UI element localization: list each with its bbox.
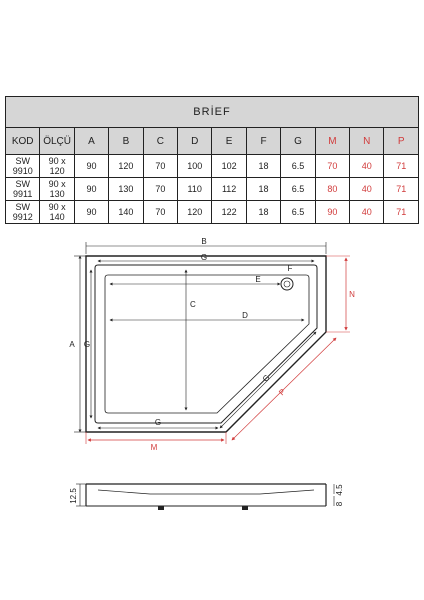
cell-f: 18 <box>246 201 280 224</box>
table-row <box>6 201 419 224</box>
cell-a: 90 <box>74 201 108 224</box>
profile-dim-left: 12.5 <box>69 488 78 504</box>
cell-g: 6.5 <box>281 201 315 224</box>
header-p: P <box>384 128 419 155</box>
header-d: D <box>178 128 212 155</box>
cell-p: 71 <box>384 201 419 224</box>
tray-plan-drawing <box>0 232 424 464</box>
drain-icon <box>281 278 293 290</box>
cell-d: 100 <box>178 155 212 178</box>
label-d: D <box>242 311 248 320</box>
header-c: C <box>143 128 177 155</box>
cell-m: 70 <box>315 155 349 178</box>
cell-d: 120 <box>178 201 212 224</box>
label-g-diagonal: G <box>260 372 272 384</box>
label-a: A <box>69 340 75 349</box>
label-c: C <box>190 300 196 309</box>
cell-g: 6.5 <box>281 155 315 178</box>
profile-dim-right-bottom: 8 <box>335 501 344 507</box>
cell-f: 18 <box>246 178 280 201</box>
label-e: E <box>255 275 261 284</box>
cell-kod: SW 9912 <box>6 201 40 224</box>
cell-g: 6.5 <box>281 178 315 201</box>
label-g-bottom: G <box>154 418 162 427</box>
label-f: F <box>287 264 293 273</box>
cell-m: 90 <box>315 201 349 224</box>
cell-e: 102 <box>212 155 246 178</box>
cell-d: 110 <box>178 178 212 201</box>
header-b: B <box>109 128 143 155</box>
cell-f: 18 <box>246 155 280 178</box>
cell-c: 70 <box>143 201 177 224</box>
header-m: M <box>315 128 349 155</box>
table-row <box>6 178 419 201</box>
label-g-top: G <box>200 253 208 262</box>
label-m: M <box>150 443 158 452</box>
cell-c: 70 <box>143 155 177 178</box>
profile-dim-right-top: 4.5 <box>335 484 344 496</box>
label-b: B <box>201 237 207 246</box>
header-olcu: ÖLÇÜ <box>40 128 74 155</box>
table-title: BRİEF <box>6 97 419 128</box>
header-a: A <box>74 128 108 155</box>
table-row <box>6 155 419 178</box>
cell-a: 90 <box>74 155 108 178</box>
label-g-left: G <box>83 340 91 349</box>
header-f: F <box>246 128 280 155</box>
header-kod: KOD <box>6 128 40 155</box>
cell-c: 70 <box>143 178 177 201</box>
cell-n: 40 <box>350 155 384 178</box>
cell-olcu: 90 x 120 <box>40 155 74 178</box>
header-g: G <box>281 128 315 155</box>
tray-profile-drawing <box>0 472 424 522</box>
cell-kod: SW 9911 <box>6 178 40 201</box>
header-n: N <box>350 128 384 155</box>
label-p: P <box>277 387 288 398</box>
header-e: E <box>212 128 246 155</box>
cell-m: 80 <box>315 178 349 201</box>
cell-p: 71 <box>384 155 419 178</box>
tray-outer-outline <box>83 256 326 432</box>
cell-e: 122 <box>212 201 246 224</box>
cell-n: 40 <box>350 178 384 201</box>
label-n: N <box>349 290 355 299</box>
table-header-row <box>6 128 419 155</box>
cell-a: 90 <box>74 178 108 201</box>
cell-olcu: 90 x 130 <box>40 178 74 201</box>
cell-n: 40 <box>350 201 384 224</box>
cell-b: 140 <box>109 201 143 224</box>
cell-e: 112 <box>212 178 246 201</box>
spec-table <box>5 96 419 224</box>
cell-b: 120 <box>109 155 143 178</box>
cell-b: 130 <box>109 178 143 201</box>
cell-kod: SW 9910 <box>6 155 40 178</box>
cell-p: 71 <box>384 178 419 201</box>
cell-olcu: 90 x 140 <box>40 201 74 224</box>
